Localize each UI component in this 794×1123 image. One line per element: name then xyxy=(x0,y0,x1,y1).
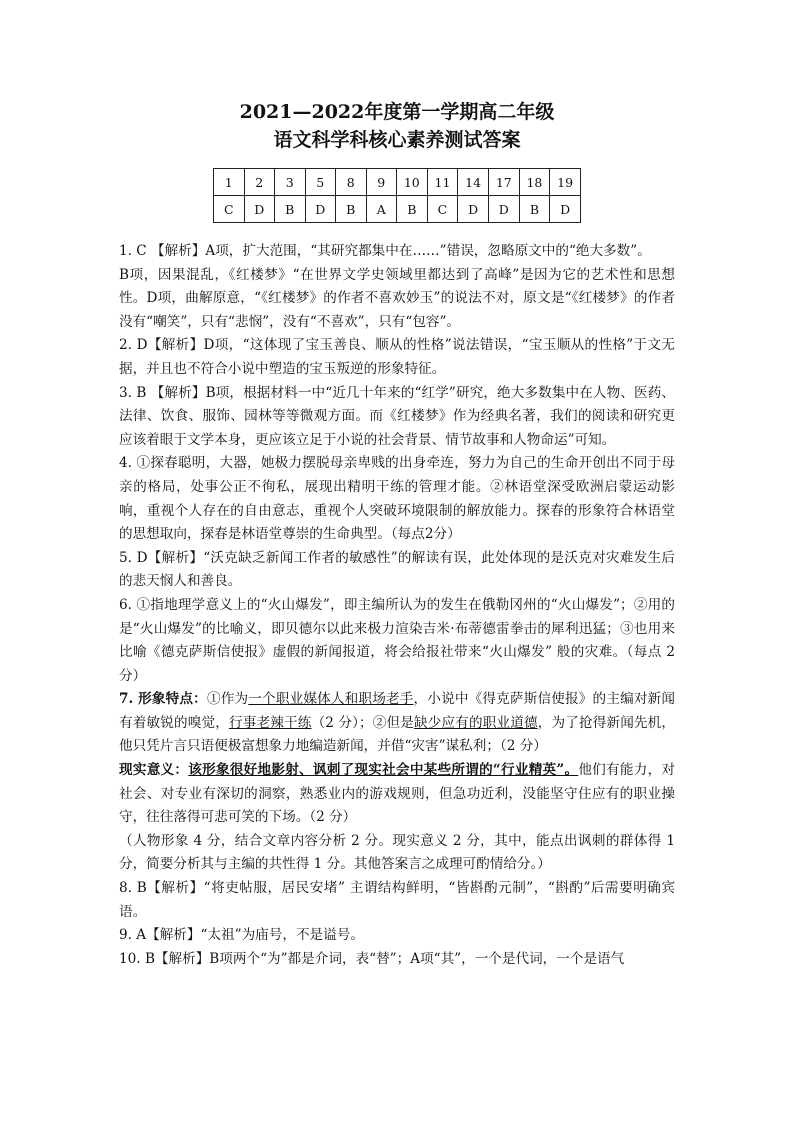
answer-item-10: 10. B【解析】B项两个“为”都是介词，表“替”；A项“其”，一个是代词，一个是语气 xyxy=(119,950,625,967)
answer-letter: B xyxy=(275,196,305,223)
item-7-text: ，小说中《得克萨斯信使报》的主编对新闻有着敏锐的嗅觉， xyxy=(119,691,675,731)
question-number: 19 xyxy=(550,169,581,196)
answer-letter: B xyxy=(336,196,366,223)
question-number: 1 xyxy=(214,169,245,196)
answer-letter: A xyxy=(366,196,396,223)
significance-text: 他们有能力，对社会、对专业有深切的洞察，熟悉业内的游戏规则，但急功近利，没能坚守住应有的职业操守，往往落得可悲可笑的下场。（2 分） xyxy=(119,762,676,826)
page-title: 2021—2022年度第一学期高二年级 xyxy=(239,101,555,123)
question-number: 5 xyxy=(305,169,336,196)
answer-table xyxy=(213,168,581,223)
answer-row xyxy=(214,196,581,223)
answer-explanations xyxy=(119,240,675,971)
question-number: 9 xyxy=(366,169,396,196)
answer-letter: D xyxy=(458,196,489,223)
answer-item-1-cont: B项，因果混乱，《红楼梦》“在世界文学史领域里都达到了高峰”是因为它的艺术性和思想性。D项，曲解原意，“《红楼梦》的作者不喜欢妙玉”的说法不对，原文是“《红楼梦》的作者没有“嘲笑”，只有“悲悯”，没有“不喜欢”，只有“包容”。 xyxy=(119,266,675,330)
answer-item-7-significance xyxy=(119,759,675,830)
answer-letter: B xyxy=(396,196,427,223)
page-subtitle: 语文科学科核心素养测试答案 xyxy=(273,129,521,151)
question-number: 17 xyxy=(488,169,519,196)
answer-letter: D xyxy=(488,196,519,223)
answer-item-9: 9. A【解析】“太祖”为庙号，不是谥号。 xyxy=(119,927,364,944)
answer-item-7 xyxy=(119,688,675,759)
significance-label: 现实意义： xyxy=(119,762,189,779)
answer-letter: C xyxy=(214,196,245,223)
answer-item-3: 3. B 【解析】B项，根据材料一中“近几十年来的“红学”研究，绝大多数集中在人物、医药、法律、饮食、服饰、园林等等微观方面。而《红楼梦》作为经典名著，我们的阅读和研究更应该着眼于文学本身，更应该立足于小说的社会背景、情节故事和人物命运”可知。 xyxy=(119,384,675,448)
item-7-underline: 缺少应有的职业道德 xyxy=(414,714,538,731)
answer-item-5: 5. D【解析】“沃克缺乏新闻工作者的敏感性”的解读有误，此处体现的是沃克对灾难发生后的悲天悯人和善良。 xyxy=(119,549,675,590)
item-7-text: （2 分）；②但是 xyxy=(311,714,414,731)
answer-item-6: 6. ①指地理学意义上的“火山爆发”，即主编所认为的发生在俄勒冈州的“火山爆发”；②用的是“火山爆发”的比喻义，即贝德尔以此来极力渲染吉米·布蒂德雷拳击的犀利迅猛；③也用来比喻《德克萨斯信使报》虚假的新闻报道，将会给报社带来“火山爆发” 般的灾难。（每点 2 分） xyxy=(119,596,675,684)
question-number: 11 xyxy=(427,169,458,196)
question-number: 18 xyxy=(519,169,550,196)
question-number: 14 xyxy=(458,169,489,196)
item-7-text: ，为了抢得新闻先机，他只凭片言只语便极富想象力地编造新闻，并借“灾害”谋私利；（2 分） xyxy=(119,714,676,755)
answer-letter: D xyxy=(244,196,275,223)
significance-underline: 该形象很好地影射、讽刺了现实社会中某些所谓的“行业精英”。 xyxy=(188,762,579,779)
answer-item-1: 1. C 【解析】A项，扩大范围，“其研究都集中在……”错误，忽略原文中的“绝大多数”。 xyxy=(119,243,651,259)
answer-letter: D xyxy=(550,196,581,223)
answer-letter: D xyxy=(305,196,336,223)
answer-letter: B xyxy=(519,196,550,223)
item-7-label: 7. 形象特点： xyxy=(119,691,207,708)
answer-item-4: 4. ①探春聪明，大器，她极力摆脱母亲卑贱的出身牵连，努力为自己的生命开创出不同于母亲的格局，处事公正不徇私，展现出精明干练的管理才能。②林语堂深受欧洲启蒙运动影响，重视个人存在的自由意志，重视个人突破环境限制的解放能力。探春的形象符合林语堂的思想取向，探春是林语堂尊崇的生命典型。（每点2分） xyxy=(119,455,675,543)
question-number: 10 xyxy=(396,169,427,196)
question-number: 3 xyxy=(275,169,305,196)
item-7-underline: 行事老辣干练 xyxy=(228,714,312,731)
question-number: 2 xyxy=(244,169,275,196)
answer-item-7-scoring-note: （人物形象 4 分，结合文章内容分析 2 分。现实意义 2 分，其中，能点出讽刺的群体得 1 分，简要分析其与主编的共性得 1 分。其他答案言之成理可酌情给分。） xyxy=(119,832,675,873)
answer-letter: C xyxy=(427,196,458,223)
question-number: 8 xyxy=(336,169,366,196)
item-7-text: ①作为 xyxy=(206,691,249,708)
question-number-row xyxy=(214,169,581,196)
answer-item-8: 8. B【解析】“将吏帖服，居民安堵” 主谓结构鲜明，“皆斟酌元制”，“斟酌”后需要明确宾语。 xyxy=(119,880,675,920)
answer-item-2: 2. D【解析】D项，“这体现了宝玉善良、顺从的性格”说法错误，“宝玉顺从的性格”于文无据，并且也不符合小说中塑造的宝玉叛逆的形象特征。 xyxy=(119,337,675,377)
item-7-underline: 一个职业媒体人和职场老手 xyxy=(248,691,414,708)
